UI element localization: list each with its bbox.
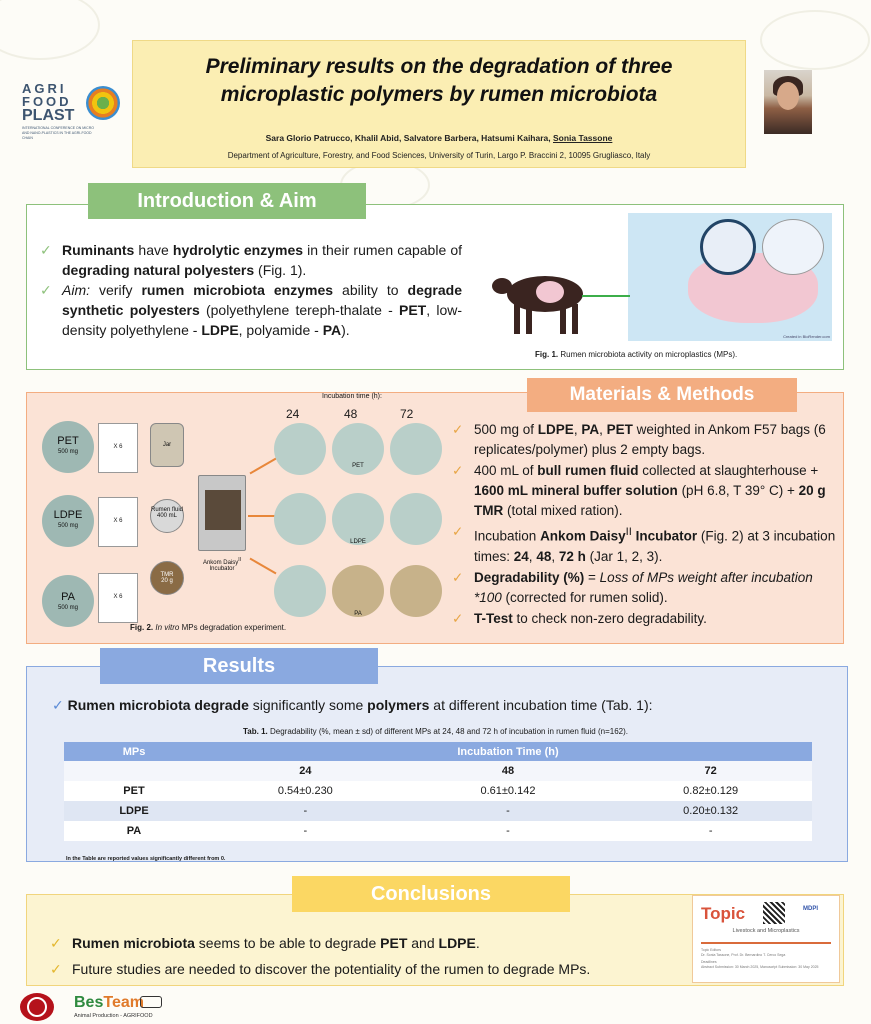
agrifoodplast-logo: AGRI FOOD PLAST INTERNATIONAL CONFERENCE ON MICRO AND NANO-PLASTICS IN THE AGRI-FOOD CHAIN	[22, 82, 122, 152]
result-sample	[390, 423, 442, 475]
ankom-bag: X 6	[98, 497, 138, 547]
check-icon: ✓	[40, 282, 52, 298]
time-label: 48	[344, 407, 358, 421]
university-logo	[20, 993, 54, 1021]
check-icon: ✓	[40, 242, 52, 258]
list-item: ✓ 400 mL of bull rumen fluid collected at slaughterhouse + 1600 mL mineral buffer solution (pH 6.8, T 39° C) + 20 g TMR (total mixed ration).	[452, 463, 826, 518]
intro-banner: Introduction & Aim	[88, 183, 366, 219]
list-item: ✓ Incubation Ankom Daisy$^{II}$ Incubator (Fig. 2) at 3 incubation times: 24, 48, 72 h (Jar 1, 2, 3).	[452, 524, 836, 564]
logo-wheel-icon	[86, 86, 120, 120]
result-sample	[274, 423, 326, 475]
result-sample	[274, 565, 326, 617]
topic-card	[692, 895, 840, 983]
check-icon: ✓	[52, 697, 64, 713]
experiment-figure	[38, 395, 448, 635]
table-note: In the Table are reported values significantly different from 0.	[66, 856, 226, 862]
figure-arrow	[600, 295, 630, 297]
figure1-caption: Fig. 1. Rumen microbiota activity on microplastics (MPs).	[535, 350, 738, 359]
check-icon: ✓	[452, 463, 464, 478]
list-item: ✓ Ruminants have hydrolytic enzymes in their rumen capable of degrading natural polyesters (Fig. 1).	[40, 242, 463, 278]
besteam-logo: BesTeam	[74, 994, 144, 1011]
topic-subtitle: Livestock and Microplastics	[732, 928, 800, 934]
figure-credit: Created in BioRender.com	[783, 334, 830, 339]
list-item: ✓ Future studies are needed to discover the potentiality of the rumen to degrade MPs.	[50, 956, 680, 982]
poster-title: Preliminary results on the degradation of three microplastic polymers by rumen microbiota	[205, 55, 673, 106]
polymer-sample: LDPE 500 mg	[42, 495, 94, 547]
table-row: PET 0.54±0.230 0.61±0.142 0.82±0.129	[64, 781, 812, 801]
table-row: PA - - -	[64, 821, 812, 841]
result-sample	[390, 493, 442, 545]
conclusions-banner: Conclusions	[292, 876, 570, 912]
topic-editors: Dr. Sonia Tassone, Prof. Dr. Bernardino T. Cerco Sega	[701, 953, 786, 957]
check-icon: ✓	[452, 569, 464, 585]
ankom-bag: X 6	[98, 423, 138, 473]
result-label: LDPE	[350, 539, 366, 545]
conclusions-list	[50, 930, 680, 982]
check-icon: ✓	[50, 935, 62, 951]
table-header: MPs	[64, 742, 204, 761]
incubator-label: Ankom Daisy$^{II}$ Incubator	[202, 557, 242, 572]
topic-title: Topic	[701, 904, 746, 923]
result-label: PA	[354, 611, 362, 617]
list-item: ✓ Rumen microbiota seems to be able to degrade PET and LDPE.	[50, 930, 680, 956]
jar-icon: Jar	[150, 423, 184, 467]
presenting-author: Sonia Tassone	[553, 133, 613, 143]
rumen-fluid-label: Rumen fluid 400 mL	[150, 507, 183, 519]
qr-code-icon	[763, 902, 785, 924]
author-photo	[764, 70, 812, 134]
besteam-subtitle: Animal Production - AGRIFOOD	[74, 1013, 153, 1019]
topic-deadlines-label: Deadlines	[701, 960, 717, 964]
list-item: ✓ Degradability (%) = Loss of MPs weight after incubation *100 (corrected for rumen solid).	[452, 569, 813, 605]
table-caption: Tab. 1. Degradability (%, mean ± sd) of different MPs at 24, 48 and 72 h of incubation in rumen fluid (n=162).	[243, 727, 628, 736]
methods-banner: Materials & Methods	[527, 378, 797, 412]
check-icon: ✓	[452, 422, 464, 437]
background-decoration	[760, 10, 870, 70]
rumen-figure	[628, 213, 832, 341]
methods-list	[452, 420, 844, 630]
polymer-sample: PA 500 mg	[42, 575, 94, 627]
incubation-label: Incubation time (h):	[322, 393, 382, 400]
polymer-sample: PET 500 mg	[42, 421, 94, 473]
intro-list	[40, 240, 462, 340]
background-decoration	[0, 0, 100, 60]
table-header: Incubation Time (h)	[204, 742, 812, 761]
results-banner: Results	[100, 648, 378, 684]
check-icon: ✓	[452, 524, 464, 539]
ankom-bag: X 6	[98, 573, 138, 623]
list-item: ✓ T-Test to check non-zero degradability.	[452, 609, 844, 629]
result-sample	[390, 565, 442, 617]
affiliation: Department of Agriculture, Forestry, and Food Sciences, University of Turin, Largo P. Braccini 2, 10095 Grugliasco, Italy	[227, 151, 651, 160]
incubator-icon	[198, 475, 246, 551]
header-box	[132, 40, 746, 168]
result-label: PET	[352, 463, 364, 469]
list-item: ✓ Aim: verify rumen microbiota enzymes ability to degrade synthetic polyesters (polyethylene tereph-thalate - PET, low-density polyethylene - LDPE, polyamide - PA).	[40, 282, 463, 338]
time-label: 24	[286, 407, 300, 421]
time-label: 72	[400, 407, 414, 421]
result-sample	[332, 493, 384, 545]
check-icon: ✓	[452, 610, 464, 626]
cow-icon	[490, 262, 600, 342]
authors: Sara Glorio Patrucco, Khalil Abid, Salvatore Barbera, Hatsumi Kaihara, Sonia Tassone	[265, 133, 613, 143]
topic-deadlines: Abstract Submission: 30 March 2025, Manuscript Submission: 30 May 2025	[701, 965, 819, 969]
cow-logo-icon	[140, 996, 162, 1008]
result-sample	[274, 493, 326, 545]
check-icon: ✓	[50, 961, 62, 977]
table-row: 24 48 72	[64, 761, 812, 781]
result-sample	[332, 565, 384, 617]
table-row: LDPE - - 0.20±0.132	[64, 801, 812, 821]
mdpi-logo: MDPI	[803, 906, 818, 912]
figure2-caption: Fig. 2. In vitro MPs degradation experiment.	[130, 623, 287, 632]
results-statement: ✓ Rumen microbiota degrade significantly some polymers at different incubation time (Tab. 1):	[52, 697, 653, 713]
list-item: ✓ 500 mg of LDPE, PA, PET weighted in Ankom F57 bags (6 replicates/polymer) plus 2 empty bags.	[452, 422, 826, 457]
topic-editors-label: Topic Editors	[701, 948, 722, 952]
results-table	[64, 742, 812, 841]
tmr-sample: TMR 20 g	[150, 561, 184, 595]
